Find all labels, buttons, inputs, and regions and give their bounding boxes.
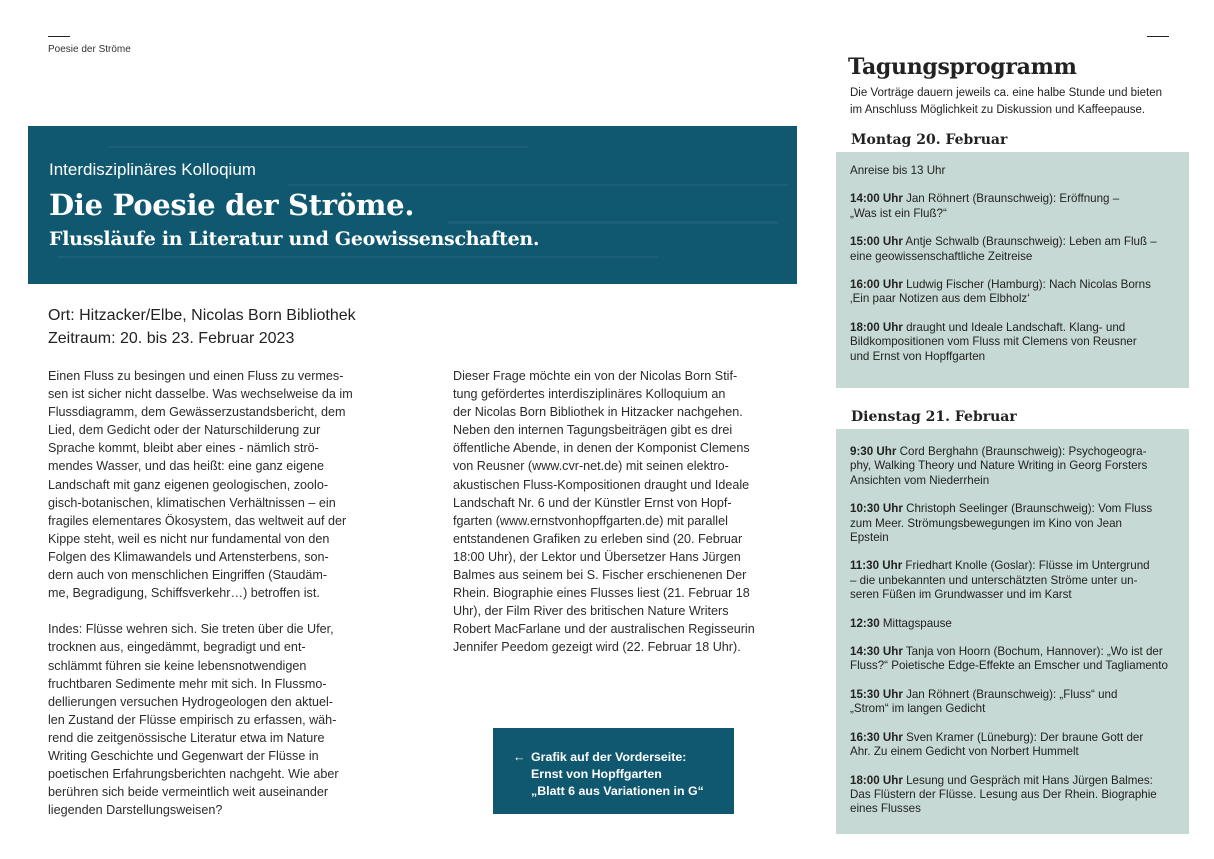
banner-kicker: Interdisziplinäres Kolloqium — [49, 160, 256, 179]
top-left-rule — [48, 36, 70, 37]
program-entry: 16:30 Uhr Sven Kramer (Lüneburg): Der braune Gott der Ahr. Zu einem Gedicht von Norbert Hummelt — [850, 730, 1144, 759]
image-credit-text: Grafik auf der Vorderseite: Ernst von Hopffgarten „Blatt 6 aus Variationen in G“ — [531, 750, 704, 798]
running-header: Poesie der Ströme — [48, 44, 131, 55]
program-entry: 12:30 Mittagspause — [850, 616, 952, 630]
program-entry: 15:00 Uhr Antje Schwalb (Braunschweig): Leben am Fluß – eine geowissenschaftliche Zeitreise — [850, 235, 1157, 263]
text-column-right — [453, 367, 787, 675]
arrow-left-icon: ← — [513, 750, 526, 764]
program-entry: 16:00 Uhr Ludwig Fischer (Hamburg): Nach Nicolas Borns ‚Ein paar Notizen aus dem Elbholz‘ — [850, 278, 1151, 306]
event-meta — [48, 304, 356, 350]
top-right-rule — [1147, 36, 1169, 37]
event-period: Zeitraum: 20. bis 23. Februar 2023 — [48, 330, 295, 347]
day-box-monday — [836, 152, 1189, 388]
banner-subtitle: Flussläufe in Literatur und Geowissenschaften. — [49, 228, 540, 250]
program-entry: 14:00 Uhr Jan Röhnert (Braunschweig): Eröffnung – „Was ist ein Fluß?“ — [850, 192, 1120, 220]
program-entry: Anreise bis 13 Uhr — [850, 164, 946, 177]
program-entry: 18:00 Uhr Lesung und Gespräch mit Hans Jürgen Balmes: Das Flüstern der Flüsse. Lesung aus Der Rhein. Biographie eines Flusses — [850, 773, 1157, 816]
text-column-left — [48, 367, 384, 837]
paragraph: Indes: Flüsse wehren sich. Sie treten über die Ufer, trocknen aus, eingedämmt, begradigt und ent- schlämmt führen sie keine lebensnotwendigen fruchtbaren Sedimente mehr mit sich. In Flussmo- dellierungen versuchen Hydrogeologen den aktuel- len Zustand der Flüsse empirisch zu erfassen, wäh- rend die zeitgenössische Literatur etwa im Nature Writing Geschichte und Gegenwart der Flüsse in poetischen Erfahrungsberichten nachgeht. Wie aber berühren sich beide vermeintlich weit auseinander liegenden Darstellungsweisen? — [48, 622, 339, 818]
program-entry: 9:30 Uhr Cord Berghahn (Braunschweig): Psychogeogra- phy, Walking Theory und Nature Writing in Georg Forsters Ansichten vom Niederrhein — [850, 445, 1148, 487]
event-place: Ort: Hitzacker/Elbe, Nicolas Born Bibliothek — [48, 307, 356, 324]
paragraph: Dieser Frage möchte ein von der Nicolas Born Stif- tung gefördertes interdisziplinäres Kolloquium an der Nicolas Born Bibliothek in Hitzacker nachgehen. Neben den internen Tagungsbeiträgen gibt es drei öffentliche Abende, in denen der Komponist Clemens von Reusner (www.cvr-net.de) mit seinen elektro- akustischen Fluss-Kompositionen draught und Ideale Landschaft Nr. 6 und der Künstler Ernst von Hopf- fgarten (www.ernstvonhopffgarten.de) mit parallel entstandenen Grafiken zu erleben sind (20. Februar 18:00 Uhr), der Lektor und Übersetzer Hans Jürgen Balmes aus seinem bei S. Fischer erschienenen Der Rhein. Biographie eines Flusses liest (21. Februar 18 Uhr), der Film River des britischen Nature Writers Robert MacFarlane und der australischen Regisseurin Jennifer Peedom gezeigt wird (22. Februar 18 Uhr). — [453, 369, 755, 655]
program-entry: 14:30 Uhr Tanja von Hoorn (Bochum, Hannover): „Wo ist der Fluss?“ Poietische Edge-Effekte an Emscher und Tagliamento — [850, 645, 1168, 673]
title-banner — [28, 126, 797, 284]
banner-title: Die Poesie der Ströme. — [49, 188, 415, 222]
program-entry: 18:00 Uhr draught und Ideale Landschaft. Klang- und Bildkompositionen vom Fluss mit Clemens von Reusner und Ernst von Hopffgarten — [850, 320, 1137, 363]
day-heading-monday: Montag 20. Februar — [851, 132, 1008, 148]
day-box-tuesday — [836, 429, 1189, 834]
day-heading-tuesday: Dienstag 21. Februar — [851, 409, 1017, 425]
program-entry: 10:30 Uhr Christoph Seelinger (Braunschweig): Vom Fluss zum Meer. Strömungsbewegungen im Kino von Jean Epstein — [850, 502, 1153, 545]
program-title: Tagungsprogramm — [848, 54, 1077, 80]
paragraph: Einen Fluss zu besingen und einen Fluss zu vermes- sen ist sicher nicht dasselbe. Was wechselweise da im Flussdiagramm, dem Gewässerzustandsbericht, dem Lied, dem Gedicht oder der Naturschilderung zur Sprache kommt, bleibt aber eines - nämlich strö- mendes Wasser, und das heißt: eine ganz eigene Landschaft mit ganz eigenen geologischen, zoolo- gisch-botanischen, klimatischen Verhältnissen – ein fragiles elementares Ökosystem, das weltweit auf der Kippe steht, weil es nicht nur fundamental von den Folgen des Klimawandels und Artensterbens, son- dern auch von menschlichen Eingriffen (Staudäm- me, Begradigung, Schiffsverkehr…) betroffen ist. — [48, 369, 353, 601]
program-entry: 15:30 Uhr Jan Röhnert (Braunschweig): „Fluss“ und „Strom“ im langen Gedicht — [850, 687, 1118, 716]
program-intro: Die Vorträge dauern jeweils ca. eine halbe Stunde und bieten im Anschluss Möglichkeit zu Diskussion und Kaffeepause. — [850, 87, 1162, 116]
image-credit-box — [493, 728, 734, 814]
program-entry: 11:30 Uhr Friedhart Knolle (Goslar): Flüsse im Untergrund – die unbekannten und unterschätzten Ströme unter un- seren Füßen im Grundwasser und im Karst — [850, 559, 1150, 602]
